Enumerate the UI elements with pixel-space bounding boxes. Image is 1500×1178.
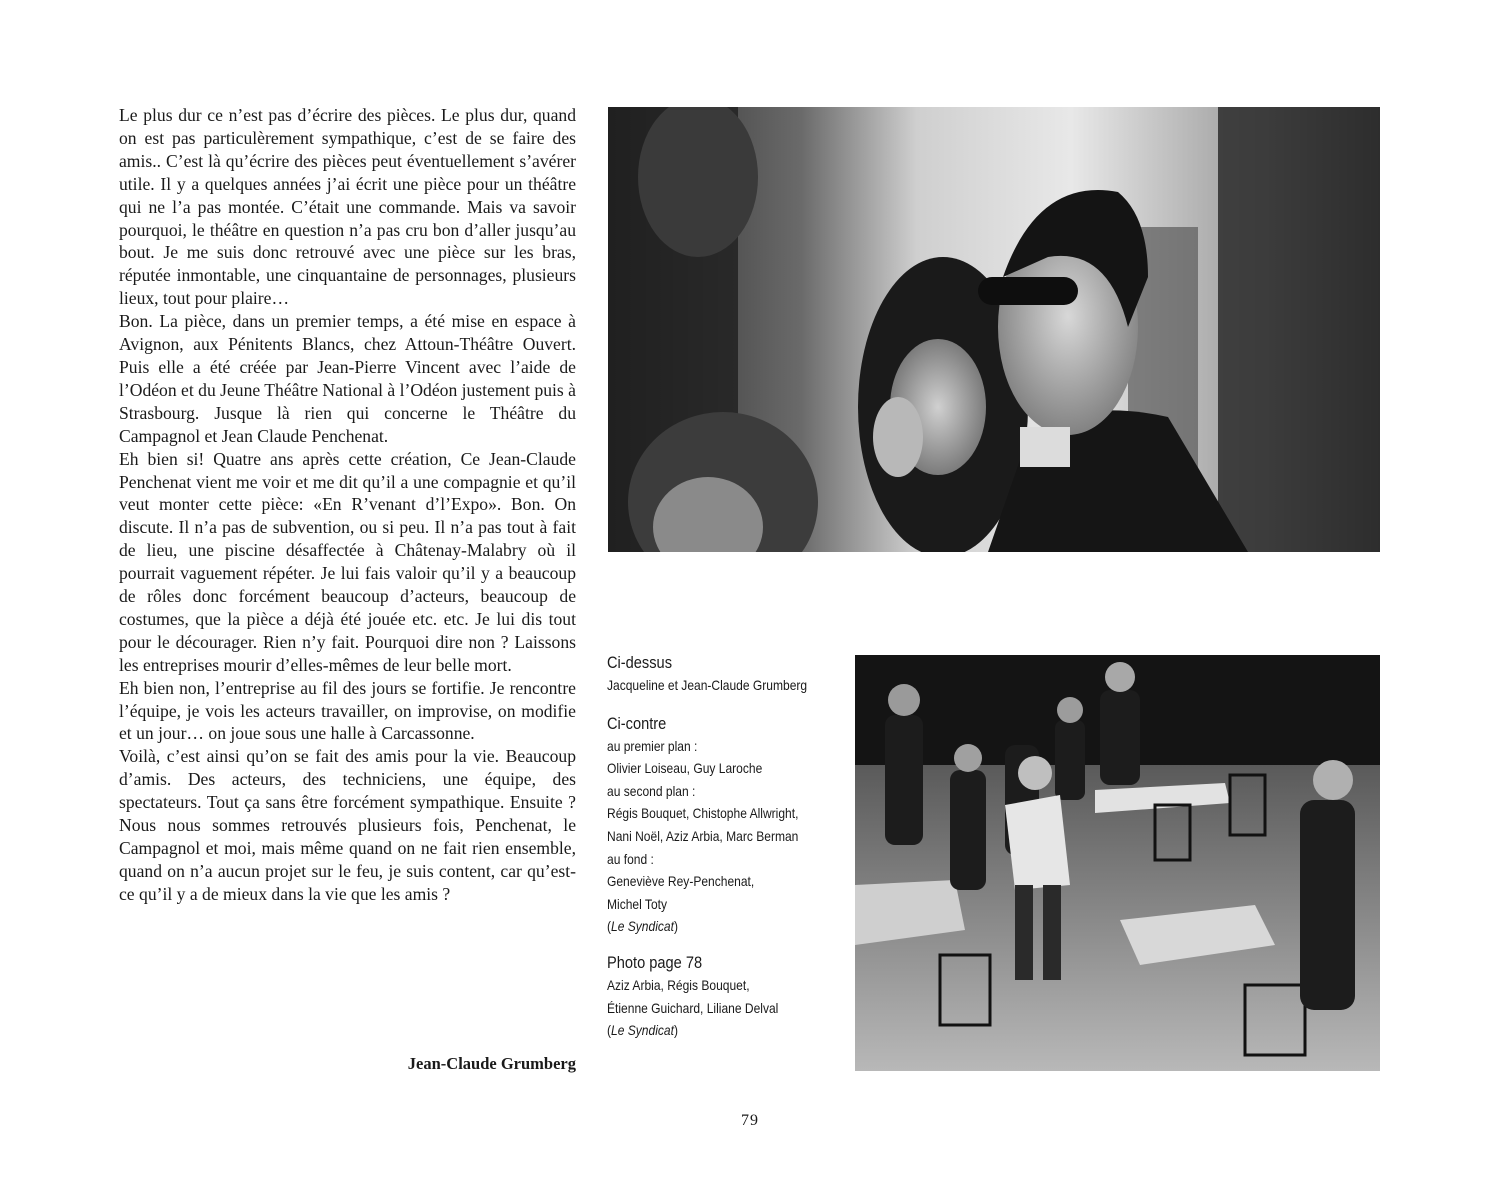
play-title: Le Syndicat <box>611 1022 674 1039</box>
paragraph: Bon. La pièce, dans un premier temps, a été mise en espace à Avignon, aux Pénitents Blancs, chez Attoun-Théâtre Ouvert. Puis elle a été créée par Jean-Pierre Vincent avec l’aide de l’Odéon et du Jeune Théâtre National à l’Odéon justement puis à Strasbourg. Jusque là rien qui concerne le Théâtre du Campagnol et Jean Claude Penchenat. <box>119 311 576 446</box>
caption-title-line: (Le Syndicat) <box>607 918 678 935</box>
caption-line: au second plan : <box>607 782 696 799</box>
play-title: Le Syndicat <box>611 918 674 935</box>
caption-heading: Ci-dessus <box>607 653 673 672</box>
caption-line: Geneviève Rey-Penchenat, <box>607 873 755 890</box>
caption-line: Régis Bouquet, Chistophe Allwright, <box>607 805 799 822</box>
portrait-photo <box>608 107 1380 552</box>
caption-title-line: (Le Syndicat) <box>607 1022 678 1039</box>
caption-line: Aziz Arbia, Régis Bouquet, <box>607 976 750 993</box>
photo-captions <box>607 652 847 1042</box>
author-signature: Jean-Claude Grumberg <box>407 1054 576 1073</box>
caption-heading: Photo page 78 <box>607 952 703 972</box>
caption-line: Michel Toty <box>607 895 668 912</box>
stage-photo <box>855 655 1380 1071</box>
article-text <box>119 104 576 906</box>
paragraph: Voilà, c’est ainsi qu’on se fait des amis pour la vie. Beaucoup d’amis. Des acteurs, des techniciens, une équipe, des spectateurs. Tout ça sans être forcément sympathique. Ensuite ? Nous nous sommes retrouvés plusieurs fois, Penchenat, le Campagnol et moi, mais même quand on ne fait rien ensemble, quand on n’a aucun projet sur le feu, je suis content, car qu’est-ce qu’il y a de mieux dans la vie que les amis ? <box>119 746 576 904</box>
paragraph: Eh bien si! Quatre ans après cette création, Ce Jean-Claude Penchenat vient me voir et me dit qu’il a une compagnie et qu’il veut monter cette pièce: «En R’venant d’l’Expo». Bon. On discute. Il n’a pas de subvention, ou si peu. Il n’a pas tout à fait de lieu, une piscine désaffectée à Châtenay-Malabry où il pourrait vaguement répéter. Je lui fais valoir qu’il y a beaucoup de rôles donc forcément beaucoup d’acteurs, beaucoup de costumes, que la pièce a déjà été jouée etc. etc. Je lui dis tout pour le décourager. Rien n’y fait. Pourquoi dire non ? Laissons les entreprises mourir d’elles-mêmes de leur belle mort. <box>119 448 576 675</box>
paragraph: Eh bien non, l’entreprise au fil des jours se fortifie. Je rencontre l’équipe, je vois les acteurs travailler, on improvise, on modifie et un jour… on joue sous une halle à Carcassonne. <box>119 677 576 744</box>
caption-line: Nani Noël, Aziz Arbia, Marc Berman <box>607 827 799 844</box>
caption-line: au premier plan : <box>607 737 698 754</box>
caption-line: Olivier Loiseau, Guy Laroche <box>607 760 763 777</box>
caption-heading: Ci-contre <box>607 713 667 733</box>
caption-line: Jacqueline et Jean-Claude Grumberg <box>607 677 808 693</box>
caption-line: Étienne Guichard, Liliane Delval <box>607 999 779 1016</box>
caption-line: au fond : <box>607 850 654 867</box>
page-number: 79 <box>741 1112 759 1129</box>
paragraph: Le plus dur ce n’est pas d’écrire des pièces. Le plus dur, quand on est pas particulèrement sympathique, c’est de se faire des amis.. C’est là qu’écrire des pièces peut éventuellement s’avérer utile. Il y a quelques années j’ai écrit une pièce pour un théâtre qui ne l’a pas montée. C’était une commande. Mais va savoir pourquoi, le théâtre en question n’a pas cru bon d’aller jusqu’au bout. Je me suis donc retrouvé avec une pièce sur les bras, réputée inmontable, une cinquantaine de personnages, plusieurs lieux, tout pour plaire… <box>119 105 576 309</box>
